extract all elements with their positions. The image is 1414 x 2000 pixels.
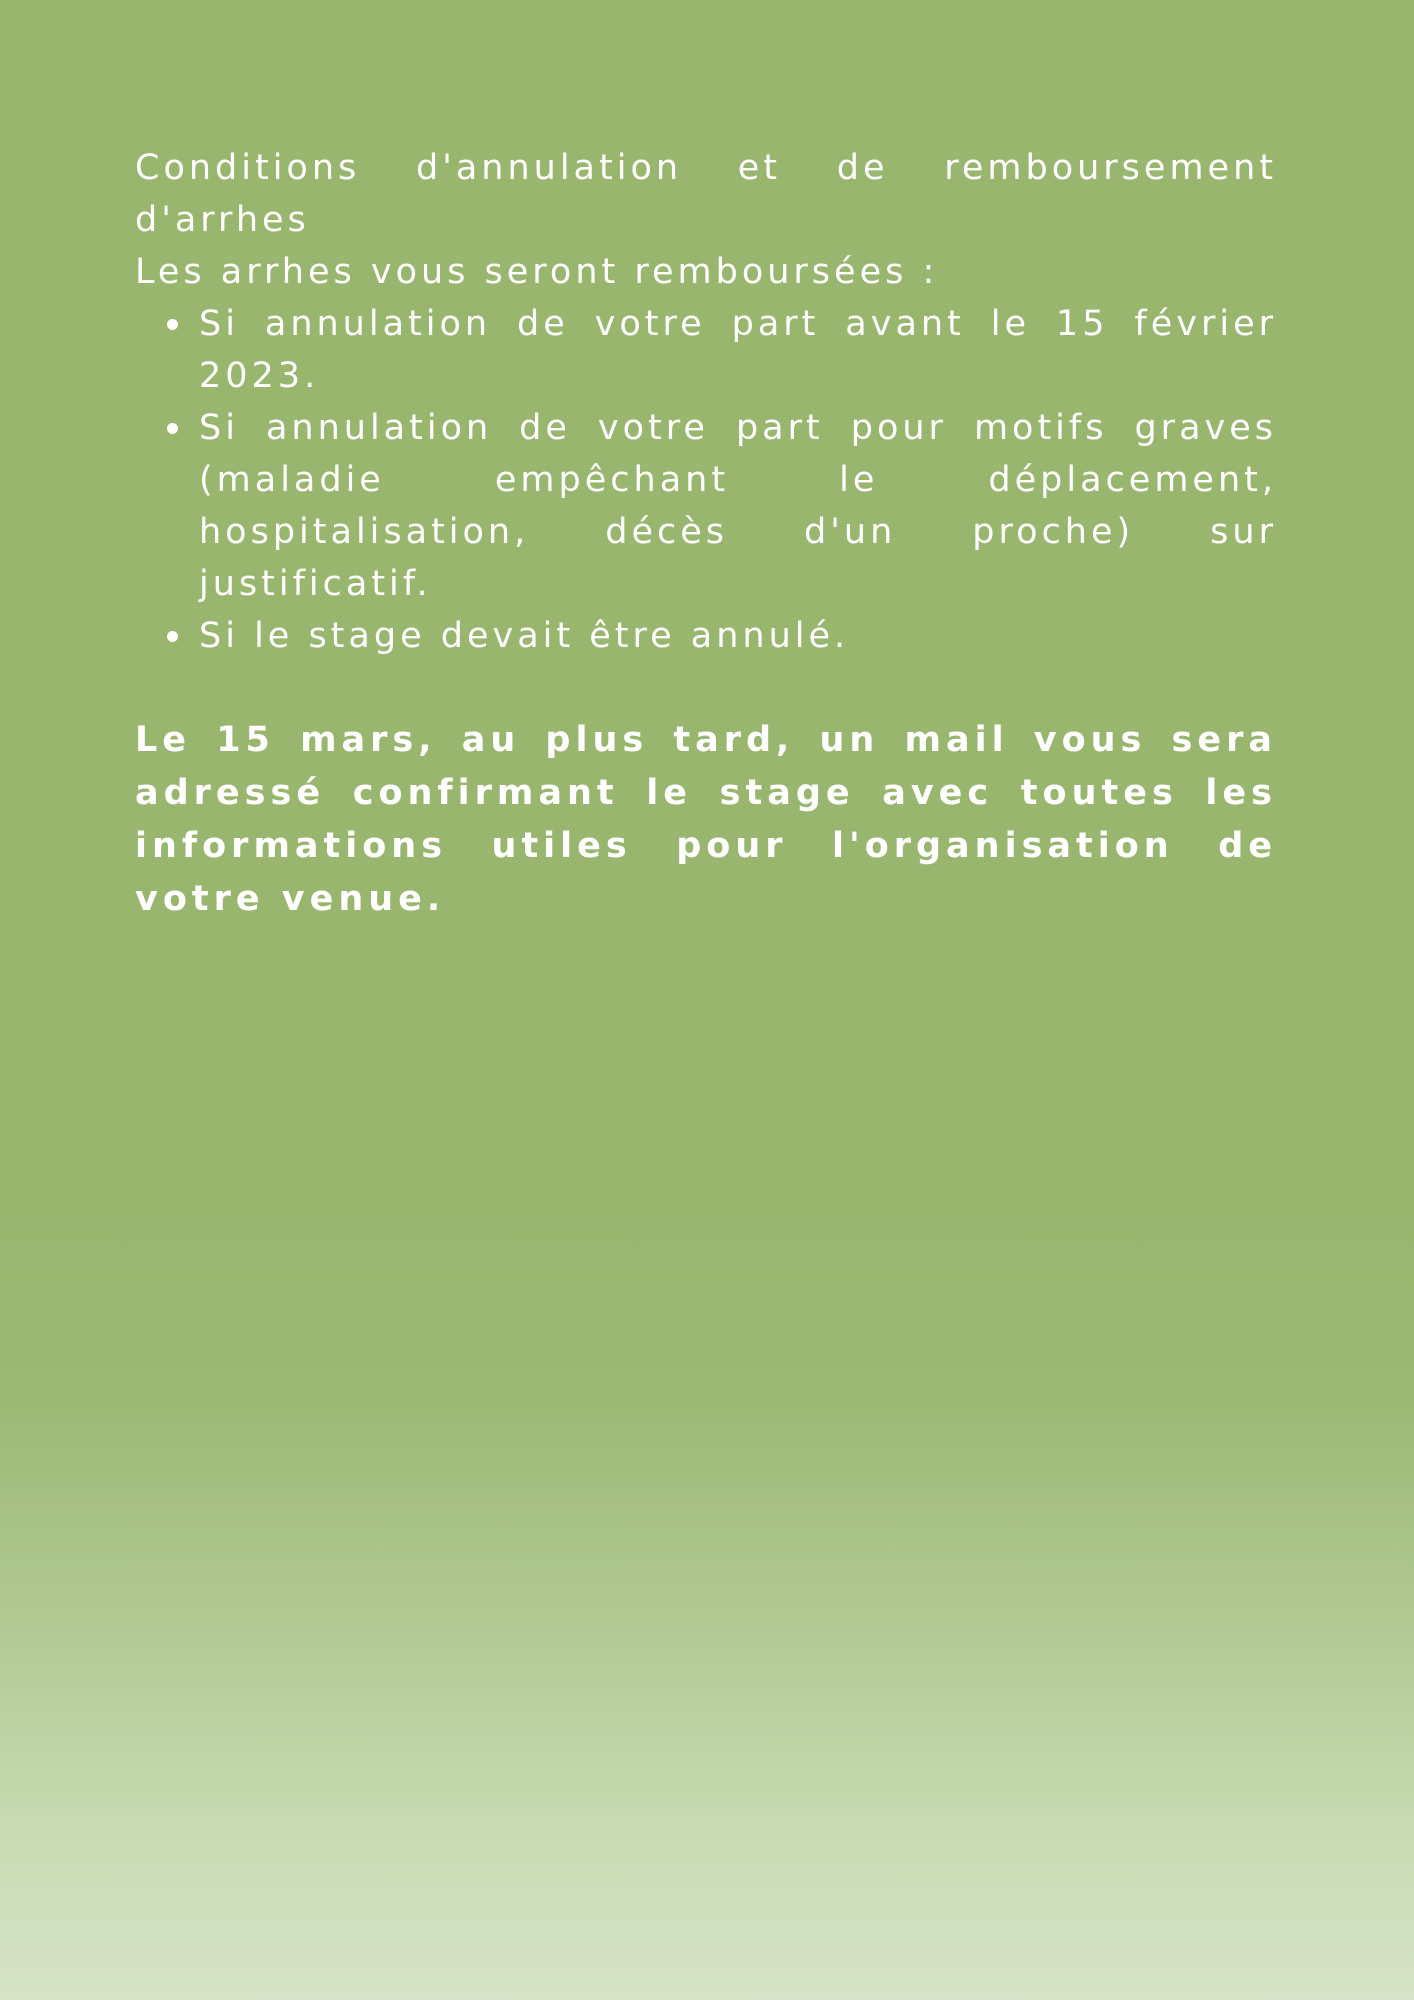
bullet-icon [167, 631, 178, 642]
document-content [135, 142, 1277, 926]
bullet-icon [167, 319, 178, 330]
conditions-list [135, 298, 1277, 662]
list-item [199, 402, 1277, 610]
list-item [199, 610, 1277, 662]
bullet-icon [167, 423, 178, 434]
condition-text: Si annulation de votre part avant le 15 février 2023. [199, 304, 1277, 396]
intro-text: Les arrhes vous seront remboursées : [135, 252, 939, 292]
confirmation-notice: Le 15 mars, au plus tard, un mail vous sera adressé confirmant le stage avec toutes les informations utiles pour l'organisation de votre venue. [135, 720, 1277, 919]
list-item [199, 298, 1277, 402]
condition-text: Si annulation de votre part pour motifs graves (maladie empêchant le déplacement, hospitalisation, décès d'un proche) sur justificatif. [199, 408, 1277, 604]
section-heading: Conditions d'annulation et de remboursement d'arrhes [135, 148, 1277, 240]
condition-text: Si le stage devait être annulé. [199, 616, 850, 656]
